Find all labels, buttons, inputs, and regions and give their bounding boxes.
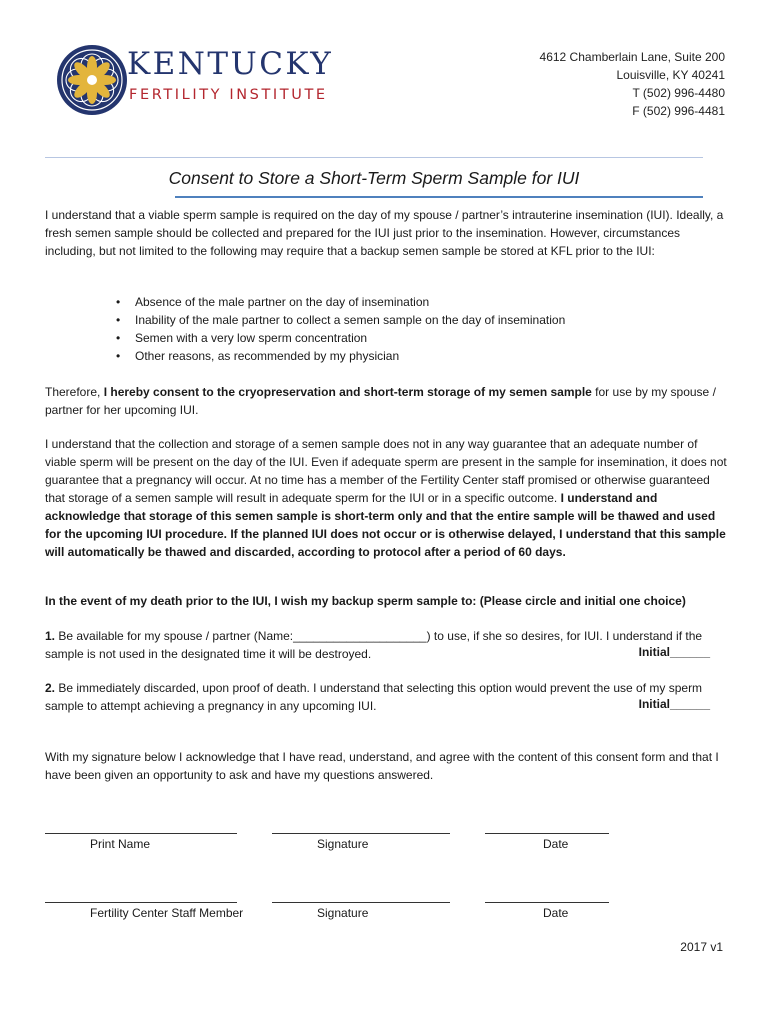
form-title: Consent to Store a Short-Term Sperm Sample for IUI [168,168,580,188]
list-item: • Semen with a very low sperm concentration [110,329,565,347]
option-1-number: 1. [45,629,56,643]
understanding-paragraph [45,435,727,561]
print-name-line[interactable] [45,833,237,834]
understanding-text: I understand that the collection and storage of a semen sample does not in any way guarantee that an adequate number of viable sperm will be present on the day of the IUI. Even if adequate sperm are present in the sample for insemination, it does not guarantee that a pregnancy will occur. At no time has a member of the Fertility Center staff promised or otherwise guaranteed that storage of a semen sample will result in adequate sperm for the IUI or in a specific outcome. [45,437,727,505]
staff-member-line[interactable] [45,902,237,903]
kfi-logo [55,43,355,123]
option-2-initial-field[interactable]: Initial______ [638,697,710,711]
flower-emblem-icon [55,43,129,117]
acknowledgement-paragraph: With my signature below I acknowledge that I have read, understand, and agree with the content of this consent form and that I have been given an opportunity to ask and have my questions answered. [45,750,719,782]
option-2-text: Be immediately discarded, upon proof of death. I understand that selecting this option would prevent the use of my sperm sample to attempt achieving a pregnancy in any upcoming IUI. [45,681,703,713]
clinic-address [540,48,725,120]
address-line-1: 4612 Chamberlain Lane, Suite 200 [539,50,725,64]
circumstances-list [110,293,565,365]
form-version: 2017 v1 [680,940,723,954]
staff-signature-label: Signature [317,906,369,920]
consent-text-pre: Therefore, [45,385,104,399]
option-1-initial-field[interactable]: Initial______ [638,645,710,659]
signature-label: Signature [317,837,369,851]
title-underline [175,196,703,198]
consent-text-post: for use by my spouse / partner for her upcoming IUI. [45,385,716,417]
option-1 [45,627,727,663]
staff-date-label: Date [543,906,569,920]
address-line-2: Louisville, KY 40241 [616,68,725,82]
logo-subtitle: FERTILITY INSTITUTE [129,87,328,103]
staff-date-line[interactable] [485,902,609,903]
date-line[interactable] [485,833,609,834]
option-2-number: 2. [45,681,56,695]
option-1-text: Be available for my spouse / partner (Name:____________________) to use, if she so desires, for IUI. I understand if the sample is not used in the designated time it will be destroyed. [45,629,703,661]
option-2 [45,679,727,715]
list-item: • Absence of the male partner on the day of insemination [110,293,565,311]
consent-text-bold: I hereby consent to the cryopreservation and short-term storage of my semen sample [103,385,592,399]
understanding-text-bold: I understand and acknowledge that storage of this semen sample is short-term only and that the entire sample will be thawed and used for the upcoming IUI procedure. If the planned IUI does not occur or is otherwise delayed, I understand that this sample will automatically be thawed and discarded, according to protocol after a period of 60 days. [45,491,726,559]
death-choice-heading: In the event of my death prior to the IUI, I wish my backup sperm sample to: (Please circle and initial one choice) [45,594,686,608]
list-item: • Inability of the male partner to collect a semen sample on the day of insemination [110,311,565,329]
date-label: Date [543,837,569,851]
fax-number: F (502) 996-4481 [632,104,725,118]
list-item: • Other reasons, as recommended by my physician [110,347,565,365]
phone-number: T (502) 996-4480 [632,86,725,100]
signature-line[interactable] [272,833,450,834]
staff-signature-line[interactable] [272,902,450,903]
staff-member-label: Fertility Center Staff Member [90,906,244,920]
consent-paragraph [45,383,727,419]
logo-name: KENTUCKY [127,46,334,82]
header-divider [45,157,703,158]
print-name-label: Print Name [90,837,151,851]
intro-paragraph: I understand that a viable sperm sample is required on the day of my spouse / partner’s intrauterine insemination (IUI). Ideally, a fresh semen sample should be collected and prepared for the IUI just prior to the insemination. However, circumstances including, but not limited to the following may require that a backup semen sample be stored at KFL prior to the IUI: [45,208,724,258]
